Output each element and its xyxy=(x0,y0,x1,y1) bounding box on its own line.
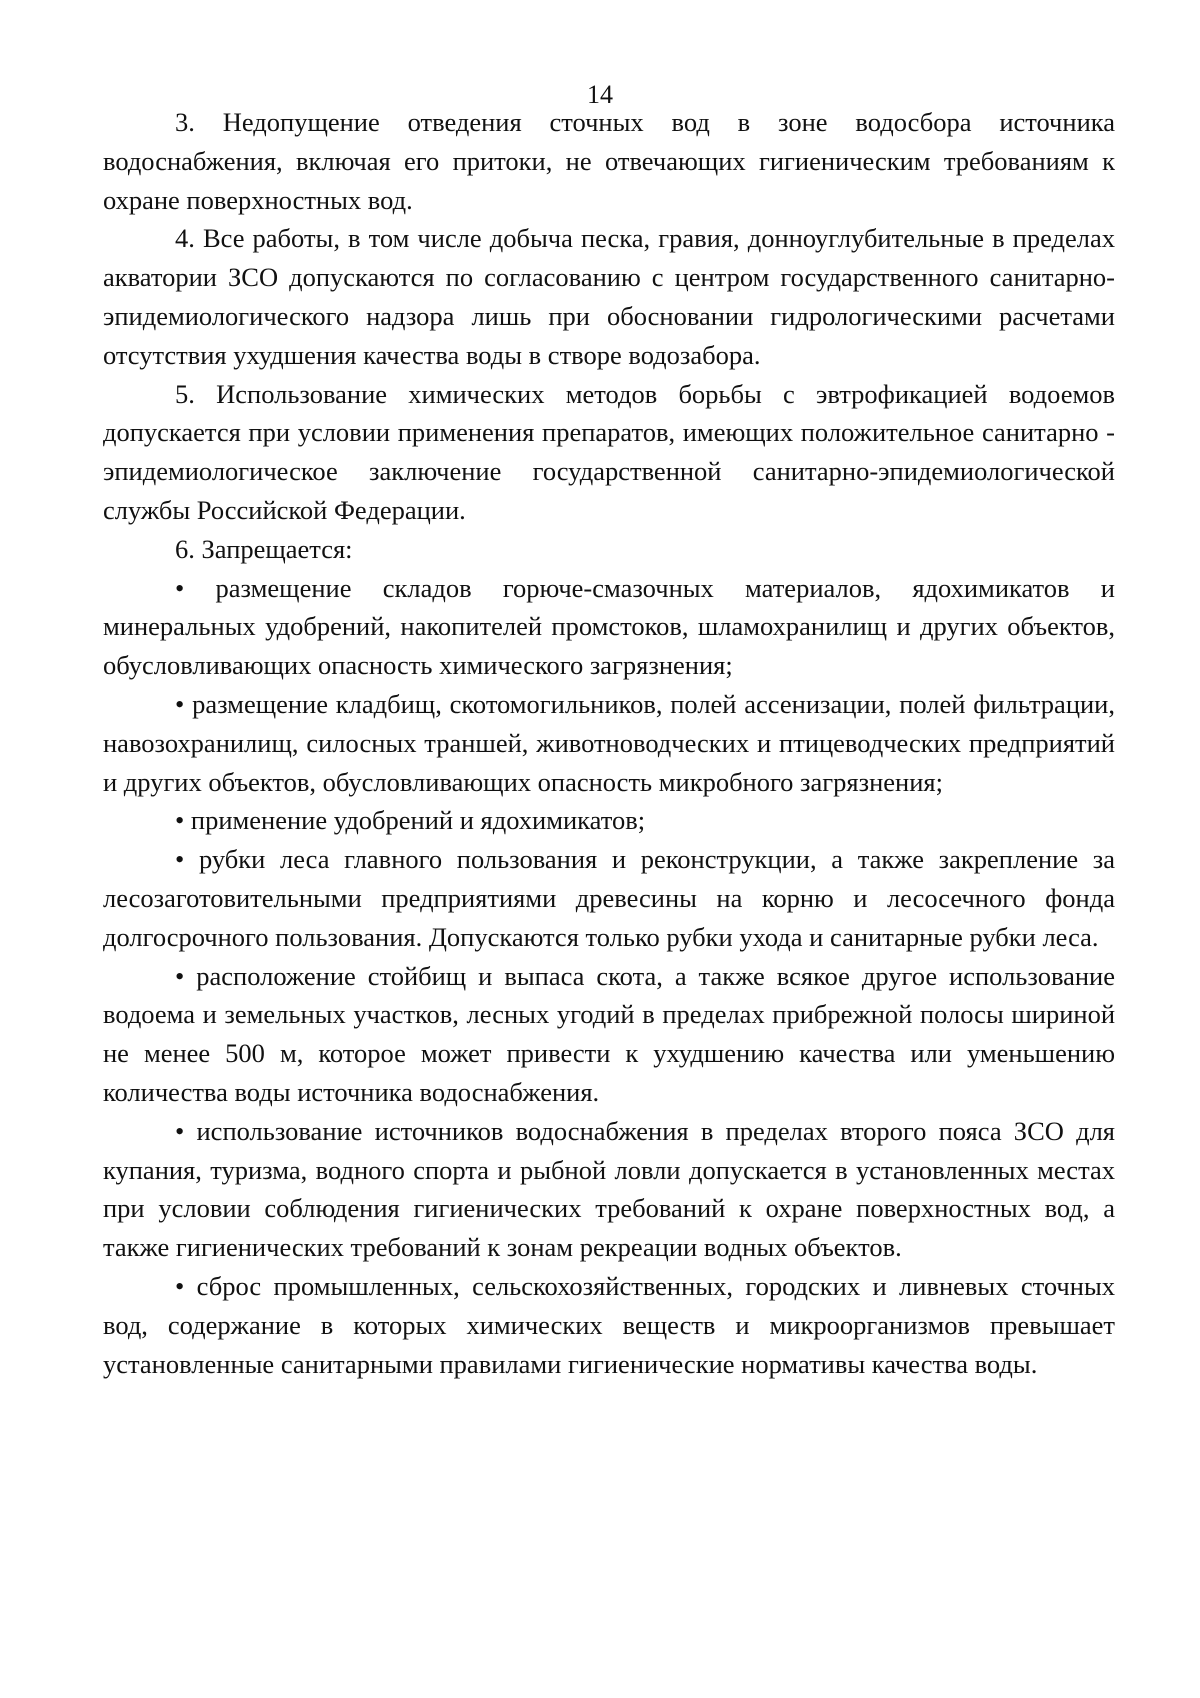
paragraph-item-6-heading: 6. Запрещается: xyxy=(175,533,353,564)
paragraph-item-5: 5. Использование химических методов борьбы с эвтрофикацией водоемов допускается при условии применения препаратов, имеющих положительное санитарно - эпидемиологическое заключение государственной санитарно-эпидемиологической службы Российской Федерации. xyxy=(103,378,1115,525)
bullet-recreation: • использование источников водоснабжения в пределах второго пояса ЗСО для купания, туризма, водного спорта и рыбной ловли допускается в установленных местах при условии соблюдения гигиенических требований к охране поверхностных вод, а также гигиенических требований к зонам рекреации водных объектов. xyxy=(103,1115,1115,1263)
paragraph-item-4: 4. Все работы, в том числе добыча песка, гравия, донноуглубительные в пределах акватории ЗСО допускаются по согласованию с центром государственного санитарно-эпидемиологического надзора лишь при обосновании гидрологическими расчетами отсутствия ухудшения качества воды в створе водозабора. xyxy=(103,223,1115,370)
bullet-grazing: • расположение стойбищ и выпаса скота, а также всякое другое использование водоема и земельных участков, лесных угодий в пределах прибрежной полосы шириной не менее 500 м, которое может привести к ухудшению качества или уменьшению количества воды источника водоснабжения. xyxy=(103,960,1115,1107)
bullet-fertilizers: • применение удобрений и ядохимикатов; xyxy=(175,805,646,836)
bullet-wastewater-discharge: • сброс промышленных, сельскохозяйственных, городских и ливневых сточных вод, содержание в которых химических веществ и микроорганизмов превышает установленные санитарными правилами гигиенические нормативы качества воды. xyxy=(103,1270,1115,1379)
bullet-cemeteries-livestock: • размещение кладбищ, скотомогильников, полей ассенизации, полей фильтрации, навозохранилищ, силосных траншей, животноводческих и птицеводческих предприятий и других объектов, обусловливающих опасность микробного загрязнения; xyxy=(103,688,1115,797)
bullet-logging: • рубки леса главного пользования и реконструкции, а также закрепление за лесозаготовительными предприятиями древесины на корню и лесосечного фонда долгосрочного пользования. Допускаются только рубки ухода и санитарные рубки леса. xyxy=(103,844,1115,952)
document-body xyxy=(103,103,1115,1383)
paragraph-item-3: 3. Недопущение отведения сточных вод в зоне водосбора источника водоснабжения, включая его притоки, не отвечающих гигиеническим требованиям к охране поверхностных вод. xyxy=(103,107,1115,215)
bullet-chemical-storage: • размещение складов горюче-смазочных материалов, ядохимикатов и минеральных удобрений, накопителей промстоков, шламохранилищ и других объектов, обусловливающих опасность химического загрязнения; xyxy=(103,572,1115,681)
page-number: 14 xyxy=(587,80,613,109)
